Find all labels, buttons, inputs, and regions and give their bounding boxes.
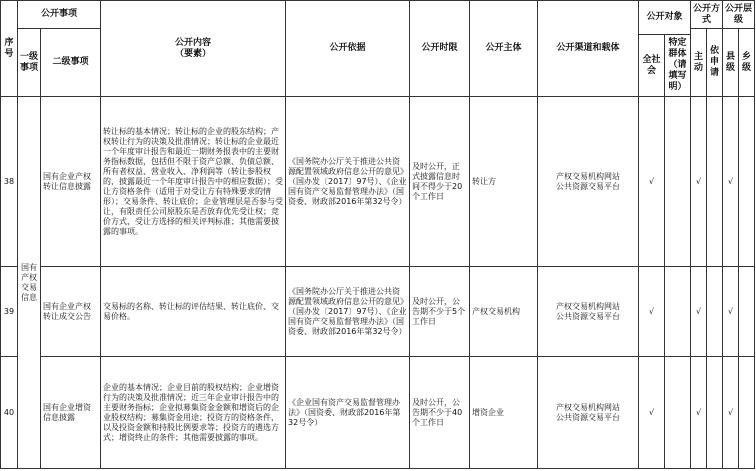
header-basis: 公开依据	[286, 1, 410, 97]
header-target-group: 公开对象	[639, 1, 691, 35]
row-channel: 产权交易机构网站 公共资源交易平台	[538, 267, 639, 357]
table-row	[1, 267, 755, 357]
row-check-active: √	[691, 357, 707, 469]
header-time-limit: 公开时限	[410, 1, 470, 97]
header-matter-group: 公开事项	[18, 1, 101, 29]
header-target-all: 全社 会	[639, 35, 665, 97]
row-content: 转让标的基本情况；转让标的企业的股东结构；产权转让行为的决策及批准情况；转让标的企业最近一个年度审计报告和最近一期财务报表中的主要财务指标数据，包括但不限于资产总额、负债总额、所有者权益、营业收入、净利润等（转让参股权的，披露最近一个年度审计报告中的相应数据）；受让方资格条件（适用于对受让方有特殊要求的情形）；交易条件、转让底价；企业管理层是否参与受让，有限责任公司原股东是否放弃优先受让权；竞价方式，受让方选择的相关评判标准；其他需要披露的事项。	[101, 97, 286, 267]
row-level2: 国有企业产权转让信息披露	[41, 97, 101, 267]
row-subject: 转让方	[470, 97, 538, 267]
row-check-apply	[707, 267, 723, 357]
row-check-all: √	[639, 97, 665, 267]
row-check-apply	[707, 97, 723, 267]
row-subject: 增资企业	[470, 357, 538, 469]
row-check-town	[739, 267, 755, 357]
header-content: 公开内容 （要素）	[101, 1, 286, 97]
row-channel: 产权交易机构网站 公共资源交易平台	[538, 357, 639, 469]
header-level-town: 乡 级	[739, 29, 755, 97]
header-level-county: 县 级	[723, 29, 739, 97]
row-level2: 国有企业增资信息披露	[41, 357, 101, 469]
row-seq: 39	[1, 267, 18, 357]
row-seq: 40	[1, 357, 18, 469]
row-check-specific	[665, 267, 691, 357]
row-check-specific	[665, 97, 691, 267]
header-seq: 序 号	[1, 1, 18, 97]
row-time-limit: 及时公开，公告期不少于5个工作日	[410, 267, 470, 357]
group-label: 国有 产权 交易 信息	[18, 97, 41, 469]
row-basis: 《国务院办公厅关于推进公共资源配置领域政府信息公开的意见》（国办发〔2017〕97号）、《企业国有资产交易监督管理办法》（国资委、财政部2016年第32号令）	[286, 97, 410, 267]
row-channel: 产权交易机构网站 公共资源交易平台	[538, 97, 639, 267]
row-time-limit: 及时公开，公告期不少于40个工作日	[410, 357, 470, 469]
row-seq: 38	[1, 97, 18, 267]
header-channel: 公开渠道和载体	[538, 1, 639, 97]
header-method-active: 主 动	[691, 29, 707, 97]
row-basis: 《国务院办公厅关于推进公共资源配置领域政府信息公开的意见》（国办发〔2017〕97号）、《企业国有资产交易监督管理办法》（国资委、财政部2016年第32号令）	[286, 267, 410, 357]
row-check-active: √	[691, 97, 707, 267]
header-target-specific: 特定 群体 （请 填写 明）	[665, 35, 691, 97]
row-check-county: √	[723, 357, 739, 469]
header-method-group: 公开方 式	[691, 1, 723, 29]
row-check-county: √	[723, 267, 739, 357]
row-content: 企业的基本情况；企业目前的股权结构；企业增资行为的决策及批准情况；近三年企业审计报告中的主要财务指标；企业拟募集资金金额和增资后的企业股权结构；募集资金用途；投资方的资格条件，以及投资金额和持股比例要求等；投资方的遴选方式；增资终止的条件；其他需要披露的事项。	[101, 357, 286, 469]
header-subject: 公开主体	[470, 1, 538, 97]
row-basis: 《企业国有资产交易监督管理办法》（国资委、财政部2016年第32号令）	[286, 357, 410, 469]
row-subject: 产权交易机构	[470, 267, 538, 357]
row-check-county: √	[723, 97, 739, 267]
row-time-limit: 及时公开，正式披露信息时间不得少于20个工作日	[410, 97, 470, 267]
header-method-apply: 依 申 请	[707, 29, 723, 97]
header-level-group: 公开层 级	[723, 1, 755, 29]
row-check-all: √	[639, 267, 665, 357]
row-check-town	[739, 357, 755, 469]
row-check-apply	[707, 357, 723, 469]
table-row	[1, 97, 755, 267]
header-level1: 一级 事项	[18, 29, 41, 97]
row-check-specific	[665, 357, 691, 469]
row-level2: 国有企业产权转让成交公告	[41, 267, 101, 357]
row-check-active: √	[691, 267, 707, 357]
header-level2: 二级事项	[41, 29, 101, 97]
table-row	[1, 357, 755, 469]
row-check-all: √	[639, 357, 665, 469]
row-check-town	[739, 97, 755, 267]
row-content: 交易标的名称、转让标的评估结果、转让底价、交易价格。	[101, 267, 286, 357]
